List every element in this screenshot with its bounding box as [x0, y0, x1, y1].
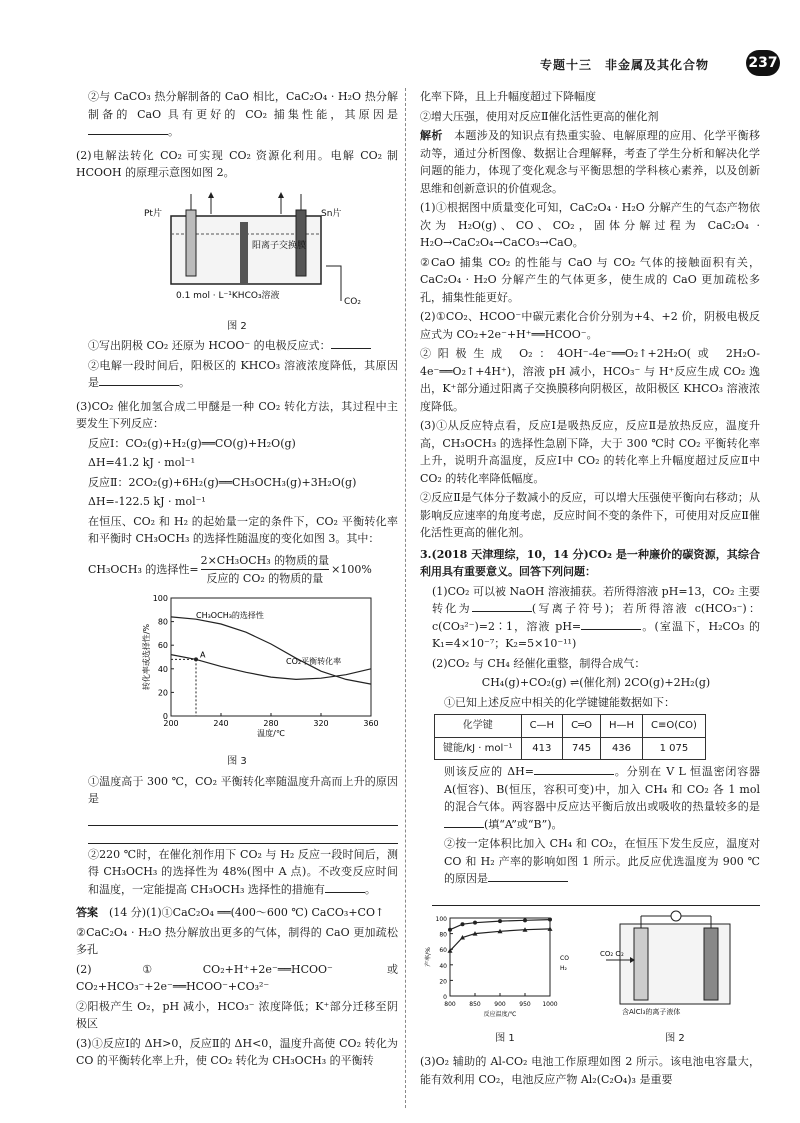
x-tick-label: 320 — [313, 718, 329, 728]
x-tick-label: 200 — [163, 718, 179, 728]
y-tick-label: 20 — [157, 687, 168, 697]
series-label: CO — [560, 954, 569, 962]
reaction-1: 反应Ⅰ：CO₂(g)+H₂(g)══CO(g)+H₂O(g) — [88, 436, 296, 450]
answer-continued: 化率下降，且上升幅度超过下降幅度 — [420, 90, 596, 103]
page-header — [540, 50, 780, 78]
data-point — [473, 920, 477, 924]
al-co2-battery-diagram — [600, 910, 750, 1022]
question-3-2: ②220 ℃时，在催化剂作用下 CO₂ 与 H₂ 反应一段时间后，测得 CH₃OCH₃ 的选择性为 48%(图中 A 点)。不改变反应时间和温度，一定能提高 CH₃OCH₃ 选择性的措施有 。 — [88, 847, 398, 896]
series-label: H₂ — [560, 964, 567, 972]
question-3b1: ①已知上述反应中相关的化学键键能数据如下： — [444, 695, 675, 709]
data-point — [498, 919, 502, 923]
reaction-1-enthalpy: ΔH=41.2 kJ · mol⁻¹ — [88, 456, 196, 469]
electrolysis-diagram — [76, 186, 398, 314]
figure-2-electrolysis — [76, 186, 398, 314]
table-row: 键能/kJ · mol⁻¹ 413 745 436 1 075 — [435, 737, 706, 760]
x-tick-label: 900 — [494, 1000, 506, 1008]
explanation-6: ②反应Ⅱ是气体分子数减小的反应，可以增大压强使平衡向右移动；从影响反应速率的角度考虑，反应时间不变的条件下，可使用对反应Ⅱ催化活性更高的催化剂。 — [420, 491, 760, 539]
formula-denominator: 反应的 CO₂ 的物质的量 — [206, 572, 324, 585]
question-3b: (2)CO₂ 与 CH₄ 经催化重整，制得合成气： — [432, 656, 646, 670]
answer-block — [76, 904, 398, 1070]
question-3: (3)CO₂ 催化加氢合成二甲醚是一种 CO₂ 转化方法，其过程中主要发生下列反应： — [76, 399, 398, 430]
explanation-1: (1)①根据图中质量变化可知，CaC₂O₄ · H₂O 分解产生的气态产物依次为 H₂O(g)、CO、CO₂，固体分解过程为 CaC₂O₄ · H₂O→CaC₂O₄→CaCO₃→CaO。 — [420, 201, 760, 249]
data-point — [523, 918, 527, 922]
answer-line — [88, 810, 398, 826]
reaction-2-enthalpy: ΔH=-122.5 kJ · mol⁻¹ — [88, 495, 206, 508]
answer-label: 答案 — [76, 906, 98, 919]
reforming-equation: CH₄(g)+CO₂(g) ⇌(催化剂) 2CO(g)+2H₂(g) — [481, 676, 711, 689]
meter-icon — [671, 911, 681, 921]
question-1-2: ②与 CaCO₃ 热分解制备的 CaO 相比，CaC₂O₄ · H₂O 热分解制备的 CaO 具有更好的 CO₂ 捕集性能，其原因是。 — [88, 90, 398, 138]
analysis-label: 解析 — [420, 129, 443, 142]
y-axis-label: 产率/% — [425, 946, 432, 967]
reaction-2: 反应Ⅱ：2CO₂(g)+6H₂(g)══CH₃OCH₃(g)+3H₂O(g) — [88, 475, 357, 489]
figure-2-caption: 图 2 — [227, 320, 247, 332]
x-tick-label: 360 — [363, 718, 379, 728]
answer-3: (2)①CO₂+H⁺+2e⁻══HCOO⁻ 或 CO₂+HCO₃⁻+2e⁻══HCOO⁻+CO₃²⁻ — [76, 962, 398, 993]
y-tick-label: 60 — [439, 946, 447, 954]
y-tick-label: 100 — [152, 593, 168, 603]
y-tick-label: 100 — [435, 915, 447, 923]
y-tick-label: 60 — [157, 640, 168, 650]
data-point — [448, 927, 452, 931]
bond-energy-table — [434, 714, 706, 760]
x-tick-label: 800 — [444, 1000, 456, 1008]
x-tick-label: 950 — [519, 1000, 531, 1008]
x-tick-label: 850 — [469, 1000, 481, 1008]
x-tick-label: 240 — [213, 718, 229, 728]
figures-row — [420, 910, 760, 1030]
y-tick-label: 20 — [439, 977, 447, 985]
table-header-row: 化学键 C—H C═O H—H C≡O(CO) — [435, 715, 706, 738]
selectivity-formula: CH₃OCH₃ 的选择性= 2×CH₃OCH₃ 的物质的量 反应的 CO₂ 的物质的量 ×100% — [88, 552, 398, 588]
x-tick-label: 280 — [263, 718, 279, 728]
formula-numerator: 2×CH₃OCH₃ 的物质的量 — [201, 552, 330, 571]
y-tick-label: 40 — [157, 664, 168, 674]
explanation-3: (2)①CO₂、HCOO⁻中碳元素化合价分别为+4、+2 价，阴极电极反应式为 CO₂+2e⁻+H⁺══HCOO⁻。 — [420, 310, 760, 341]
figure-captions — [420, 1030, 760, 1050]
membrane-icon — [240, 222, 248, 284]
page-number: 237 — [746, 50, 780, 76]
explanation-4: ②阳极生成 O₂：4OH⁻-4e⁻══O₂↑+2H₂O(或 2H₂O-4e⁻══O₂↑+4H⁺)，溶液 pH 减小，HCO₃⁻ 与 H⁺反应生成 CO₂ 逸出，K⁺部分通过阳离子交换膜移向阴极区，故阳极区 KHCO₃ 溶液浓度降低。 — [420, 347, 760, 413]
answer-6: ②增大压强，使用对反应Ⅱ催化活性更高的催化剂 — [420, 109, 659, 123]
question-2-1: ①写出阴极 CO₂ 还原为 HCOO⁻ 的电极反应式： — [76, 337, 398, 355]
right-column — [420, 88, 760, 1090]
analysis: 解析 本题涉及的知识点有热重实验、电解原理的应用、化学平衡移动等，通过分析图像、数据让合理解释，考查了学生分析和解决化学问题的能力，体现了变化观念与平衡思想的学科核心素养，以及创新思维和创新意识的价值观念。 — [420, 129, 761, 195]
explanation-2: ②CaO 捕集 CO₂ 的性能与 CaO 与 CO₂ 气体的接触面积有关，CaC₂O₄ · H₂O 分解产生的气体更多，使生成的 CaO 更加疏松多孔，捕集性能更好。 — [420, 255, 760, 304]
question-2-2: ②电解一段时间后，阳极区的 KHCO₃ 溶液浓度降低，其原因是 。 — [88, 358, 398, 389]
pt-label: Pt片 — [144, 208, 162, 219]
x-tick-label: 1000 — [542, 1000, 558, 1008]
figure-1-svg — [420, 910, 590, 1022]
membrane-label: 阳离子交换膜 — [252, 240, 307, 251]
answer-4: ②阳极产生 O₂，pH 减小，HCO₃⁻ 浓度降低；K⁺部分迁移至阴极区 — [76, 999, 398, 1030]
answer-line — [432, 890, 760, 906]
y-tick-label: 0 — [162, 711, 168, 721]
y-tick-label: 0 — [443, 993, 447, 1001]
figure-3-caption: 图 3 — [227, 756, 247, 767]
column-divider — [405, 88, 406, 1108]
question-3c: (3)O₂ 辅助的 Al-CO₂ 电池工作原理如图 2 所示。该电池电容量大，能有效利用 CO₂，电池反应产物 Al₂(C₂O₄)₃ 是重要 — [420, 1055, 760, 1086]
answer-5: (3)①反应Ⅰ的 ΔH>0，反应Ⅱ的 ΔH<0，温度升高使 CO₂ 转化为 CO 的平衡转化率上升，使 CO₂ 转化为 CH₃OCH₃ 的平衡转 — [76, 1036, 398, 1067]
question-3-title: 3.(2018 天津理综，10，14 分)CO₂ 是一种廉价的碳资源，其综合利用具有重要意义。回答下列问题： — [420, 547, 760, 578]
left-column — [76, 88, 398, 1072]
solution-label: 0.1 mol · L⁻¹KHCO₃溶液 — [176, 290, 280, 301]
figure-3-chart — [76, 592, 398, 750]
data-point — [461, 922, 465, 926]
answer-line — [88, 828, 398, 844]
figure-3-svg — [76, 592, 398, 744]
question-3b2: ②按一定体积比加入 CH₄ 和 CO₂，在恒压下发生反应，温度对 CO 和 H₂ 产率的影响如图 1 所示。此反应优选温度为 900 ℃的原因是 — [444, 837, 760, 885]
sn-label: Sn片 — [321, 208, 342, 219]
point-a-label: A — [200, 649, 206, 659]
figure-1-caption: 图 1 — [495, 1032, 515, 1044]
question-3b1-b: 则该反应的 ΔH= 。分别在 V L 恒温密闭容器 A(恒容)、B(恒压，容积可变)中，加入 CH₄ 和 CO₂ 各 1 mol 的混合气体。两容器中反应达平衡后放出或吸收的热量较多的是(填“A”或“B”)。 — [444, 765, 761, 831]
figure-2b-caption: 图 2 — [665, 1032, 685, 1044]
data-point — [548, 917, 552, 921]
y-tick-label: 80 — [157, 617, 168, 627]
series-label: CO₂平衡转化率 — [286, 656, 342, 666]
y-axis-label: 转化率或选择性/% — [142, 623, 151, 690]
question-2: (2)电解法转化 CO₂ 可实现 CO₂ 资源化利用。电解 CO₂ 制 HCOOH 的原理示意图如图 2。 — [76, 148, 398, 179]
question-3-description: 在恒压、CO₂ 和 H₂ 的起始量一定的条件下，CO₂ 平衡转化率和平衡时 CH₃OCH₃ 的选择性随温度的变化如图 3。其中： — [88, 514, 398, 545]
answer-2: ②CaC₂O₄ · H₂O 热分解放出更多的气体，制得的 CaO 更加疏松多孔 — [76, 925, 398, 956]
y-tick-label: 80 — [439, 931, 447, 939]
co2-label: CO₂ — [344, 296, 361, 307]
series-label: CH₃OCH₃的选择性 — [196, 610, 264, 620]
question-3a: (1)CO₂ 可以被 NaOH 溶液捕获。若所得溶液 pH=13，CO₂ 主要转化为 (写离子符号)；若所得溶液 c(HCO₃⁻)：c(CO₃²⁻)=2∶1，溶液 pH= 。(室温下，H₂CO₃ 的 K₁=4×10⁻⁷；K₂=5×10⁻¹¹) — [432, 584, 760, 650]
chapter-title: 专题十三 非金属及其化合物 — [540, 58, 710, 72]
explanation-5: (3)①从反应特点看，反应Ⅰ是吸热反应，反应Ⅱ是放热反应，温度升高，CH₃OCH₃ 的选择性急剧下降，大于 300 ℃时 CO₂ 平衡转化率上升，说明升高温度，反应Ⅰ中 CO₂ 的转化率上升幅度超过反应Ⅱ中 CO₂ 的转化率降低幅度。 — [420, 419, 760, 485]
answer-1: (14 分)(1)①CaC₂O₄ ══(400～600 ℃) CaCO₃+CO↑ — [109, 906, 385, 919]
point-a — [194, 657, 198, 661]
question-3-1: ①温度高于 300 ℃，CO₂ 平衡转化率随温度升高而上升的原因是 — [88, 774, 398, 805]
x-axis-label: 温度/℃ — [257, 728, 285, 738]
ionic-liquid-label: 含AlCl₃的离子液体 — [622, 1007, 681, 1016]
gas-label: CO₂ O₂ — [600, 949, 624, 958]
y-tick-label: 40 — [439, 962, 447, 970]
x-axis-label: 反应温度/℃ — [483, 1010, 517, 1018]
